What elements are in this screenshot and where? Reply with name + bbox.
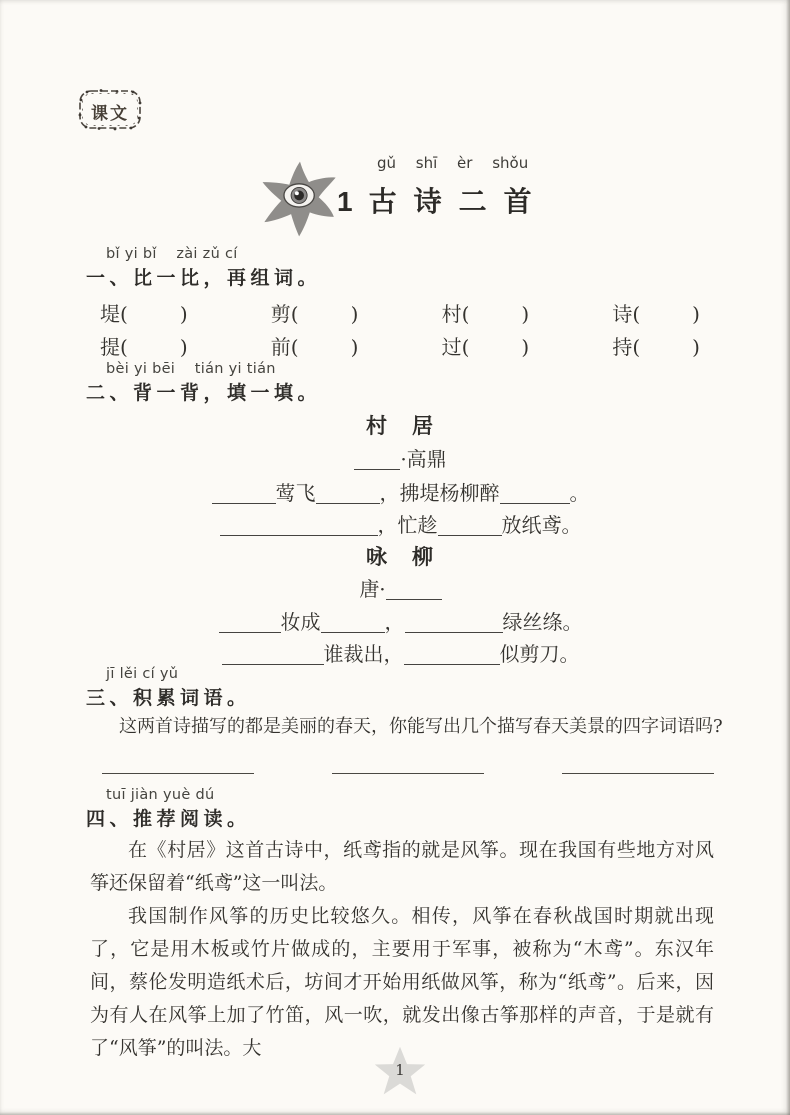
poem1-line1 (88, 477, 713, 506)
poem2-title: 咏 柳 (366, 544, 435, 569)
answer-blanks-row (102, 773, 714, 774)
poem-text: 似剪刀。 (499, 642, 580, 666)
badge-label: 课文 (91, 104, 129, 123)
poem1-line2 (88, 509, 713, 538)
poem1-title: 村 居 (366, 413, 435, 438)
fill-blank (219, 618, 281, 633)
word-char: 诗 (612, 302, 633, 326)
section2-pinyin: bèi yi bēi tián yi tián (106, 361, 276, 377)
answer-blank (102, 773, 254, 774)
page-edge-shadow (786, 0, 790, 1115)
poem-text: 谁裁出， (323, 642, 404, 666)
fill-blank (404, 650, 500, 665)
word-cell (271, 331, 359, 360)
fill-blank (220, 521, 378, 536)
section2-heading: 二、背一背，填一填。 (86, 383, 322, 404)
paren-open: ( (632, 335, 641, 359)
fill-blank (321, 618, 385, 633)
lesson-number: 1 (337, 186, 353, 217)
fill-blank (438, 521, 502, 536)
section1-heading: 一、比一比，再组词。 (86, 268, 322, 289)
poem-text: 妆成 (280, 610, 321, 634)
paren-open: ( (290, 335, 299, 359)
paren-close: ) (179, 335, 188, 359)
poem-text: ，忙趁 (377, 513, 438, 537)
poem-text: 莺飞 (275, 481, 316, 505)
section4-heading: 四、推荐阅读。 (86, 809, 251, 830)
answer-blank (332, 773, 484, 774)
paren-open: ( (632, 302, 641, 326)
poem1-author: ·高鼎 (400, 447, 447, 471)
paren-open: ( (120, 335, 128, 359)
word-row (100, 298, 700, 327)
section1-pinyin: bǐ yi bǐ zài zǔ cí (106, 246, 238, 262)
paren-close: ) (692, 335, 700, 359)
section4-pinyin: tuī jiàn yuè dú (106, 787, 215, 803)
paren-open: ( (461, 335, 470, 359)
poem-text: 。 (569, 481, 590, 505)
poem-text: ， (384, 610, 405, 634)
word-char: 堤 (100, 302, 120, 326)
paren-close: ) (350, 335, 359, 359)
reading-paragraph: 在《村居》这首古诗中，纸鸢指的就是风筝。现在我国有些地方对风筝还保留着“纸鸢”这一叫法。 (90, 839, 714, 894)
lesson-title-text: 古诗二首 (368, 186, 549, 217)
paren-open: ( (461, 302, 470, 326)
section3-pinyin: jī lěi cí yǔ (106, 666, 179, 682)
poem1-author-line (88, 443, 713, 472)
word-cell (100, 331, 188, 360)
paren-close: ) (179, 302, 188, 326)
word-char: 村 (441, 302, 462, 326)
word-cell (442, 331, 530, 360)
paren-close: ) (350, 302, 359, 326)
fill-blank (386, 585, 442, 600)
word-char: 提 (100, 335, 120, 359)
poem2-line2 (88, 638, 713, 667)
paren-close: ) (692, 302, 700, 326)
paren-close: ) (521, 302, 530, 326)
word-char: 前 (270, 335, 291, 359)
paren-open: ( (290, 302, 299, 326)
word-char: 过 (441, 335, 462, 359)
poem-text: 放纸鸢。 (501, 513, 582, 537)
fill-blank (222, 650, 324, 665)
poem-text: 绿丝绦。 (502, 610, 583, 634)
poem2-author-prefix: 唐· (359, 577, 386, 601)
lesson-badge (75, 85, 145, 135)
fill-blank (212, 489, 276, 504)
poem2-author-line (88, 573, 713, 602)
poem-text: ，拂堤杨柳醉 (379, 481, 500, 505)
star-eye-icon (254, 158, 346, 240)
word-cell (271, 298, 359, 327)
paren-open: ( (120, 302, 128, 326)
lesson-title (337, 180, 549, 220)
word-char: 剪 (270, 302, 291, 326)
paren-close: ) (521, 335, 530, 359)
fill-blank (500, 489, 570, 504)
section3-heading: 三、积累词语。 (86, 688, 251, 709)
word-cell (612, 331, 700, 360)
word-char: 持 (612, 335, 633, 359)
lesson-title-pinyin: gǔ shī èr shǒu (377, 154, 529, 172)
section3-prompt: 这两首诗描写的都是美丽的春天，你能写出几个描写春天美景的四字词语吗? (119, 716, 723, 737)
word-row (100, 331, 700, 360)
reading-paragraph: 我国制作风筝的历史比较悠久。相传，风筝在春秋战国时期就出现了，它是用木板或竹片做成的，主要用于军事，被称为“木鸢”。东汉年间，蔡伦发明造纸术后，坊间才开始用纸做风筝，称为“纸鸢”。后来，因为有人在风筝上加了竹笛，风一吹，就发出像古筝那样的声音，于是就有了“风筝”的叫法。大 (90, 905, 714, 1059)
word-cell (442, 298, 530, 327)
word-cell (100, 298, 188, 327)
answer-blank (562, 773, 714, 774)
word-cell (612, 298, 700, 327)
fill-blank (405, 618, 503, 633)
fill-blank (316, 489, 380, 504)
page-number: 1 (395, 1061, 405, 1079)
page-number-star (372, 1044, 428, 1100)
fill-blank (354, 455, 400, 470)
poem2-line1 (88, 606, 713, 635)
